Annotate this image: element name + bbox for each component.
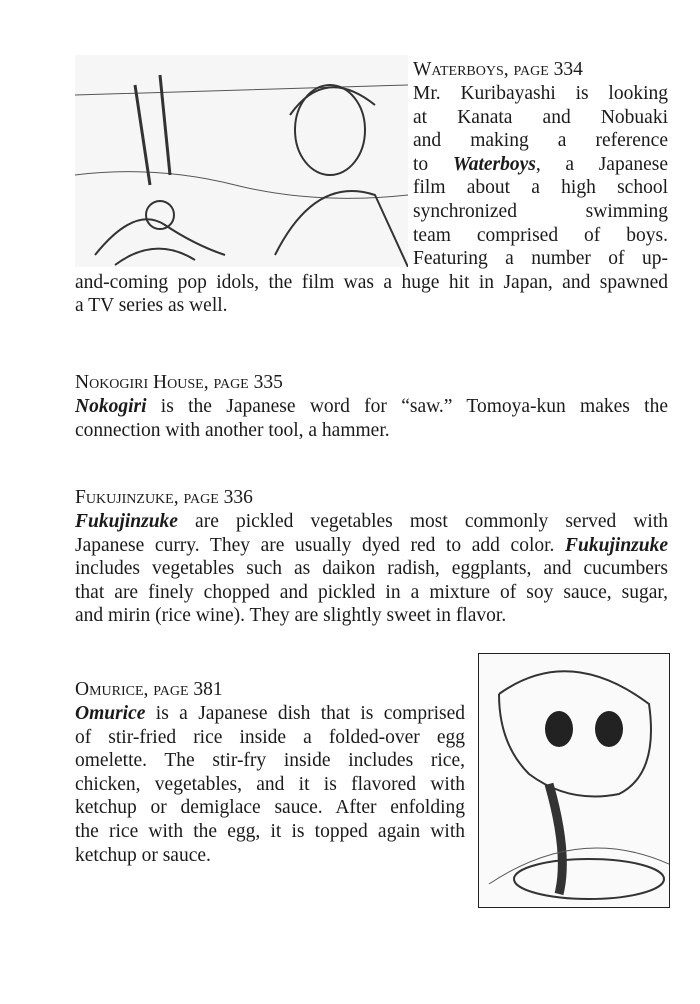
note-text-line: and making a reference xyxy=(413,130,668,152)
term-emphasis: Nokogiri xyxy=(75,396,147,417)
note-text-line: Featuring a number of up- xyxy=(413,248,668,270)
note-text-line: the rice with the egg, it is topped again with xyxy=(75,820,465,842)
note-fukujinzuke xyxy=(75,486,668,628)
note-text-line: of stir-fried rice inside a folded-over egg xyxy=(75,726,465,748)
note-text-line: chicken, vegetables, and it is flavored with xyxy=(75,773,465,795)
note-heading: Omurice, page 381 xyxy=(75,679,223,700)
term-emphasis: Fukujinzuke xyxy=(565,534,668,556)
note-text-line: Japanese curry. They are usually dyed red to add color. Fukujinzuke xyxy=(75,534,668,556)
note-text-line: omelette. The stir-fry inside includes rice, xyxy=(75,750,465,772)
term-emphasis: Omurice xyxy=(75,703,146,724)
note-text-line: includes vegetables such as daikon radish, eggplants, and cucumbers xyxy=(75,558,668,580)
note-text-line: Mr. Kuribayashi is looking xyxy=(413,83,668,104)
note-text-line: and-coming pop idols, the film was a huge hit in Japan, and spawned xyxy=(75,271,668,293)
note-text-line: synchronized swimming xyxy=(413,200,668,222)
note-nokogiri-house xyxy=(75,371,668,442)
note-text-line: team comprised of boys. xyxy=(413,224,668,246)
manga-panel-omurice xyxy=(478,653,670,908)
note-text-line: to Waterboys, a Japanese xyxy=(413,153,669,175)
note-text-line: Omurice is a Japanese dish that is comprised xyxy=(75,703,465,724)
note-text-line: Fukujinzuke are pickled vegetables most commonly served with xyxy=(75,511,668,532)
term-emphasis: Waterboys xyxy=(452,153,536,175)
note-text-line: that are finely chopped and pickled in a mixture of soy sauce, sugar, xyxy=(75,581,668,603)
note-heading: Nokogiri House, page 335 xyxy=(75,372,283,393)
note-heading: Fukujinzuke, page 336 xyxy=(75,487,253,508)
note-text-line: and mirin (rice wine). They are slightly sweet in flavor. xyxy=(75,605,507,627)
note-text-line: a TV series as well. xyxy=(75,295,228,317)
note-text-line: ketchup or sauce. xyxy=(75,844,211,866)
note-text-line: ketchup or demiglace sauce. After enfolding xyxy=(75,797,465,819)
term-emphasis: Fukujinzuke xyxy=(75,511,178,532)
note-text-line: at Kanata and Nobuaki xyxy=(413,106,668,128)
note-omurice xyxy=(75,678,465,867)
girl-with-ketchup-illustration xyxy=(479,654,669,907)
note-text-line: connection with another tool, a hammer. xyxy=(75,419,390,441)
note-heading: Waterboys, page 334 xyxy=(413,59,583,80)
note-waterboys xyxy=(75,58,668,318)
note-text-line: Nokogiri is the Japanese word for “saw.” Tomoya-kun makes the xyxy=(75,396,668,417)
note-text-line: film about a high school xyxy=(413,177,668,199)
